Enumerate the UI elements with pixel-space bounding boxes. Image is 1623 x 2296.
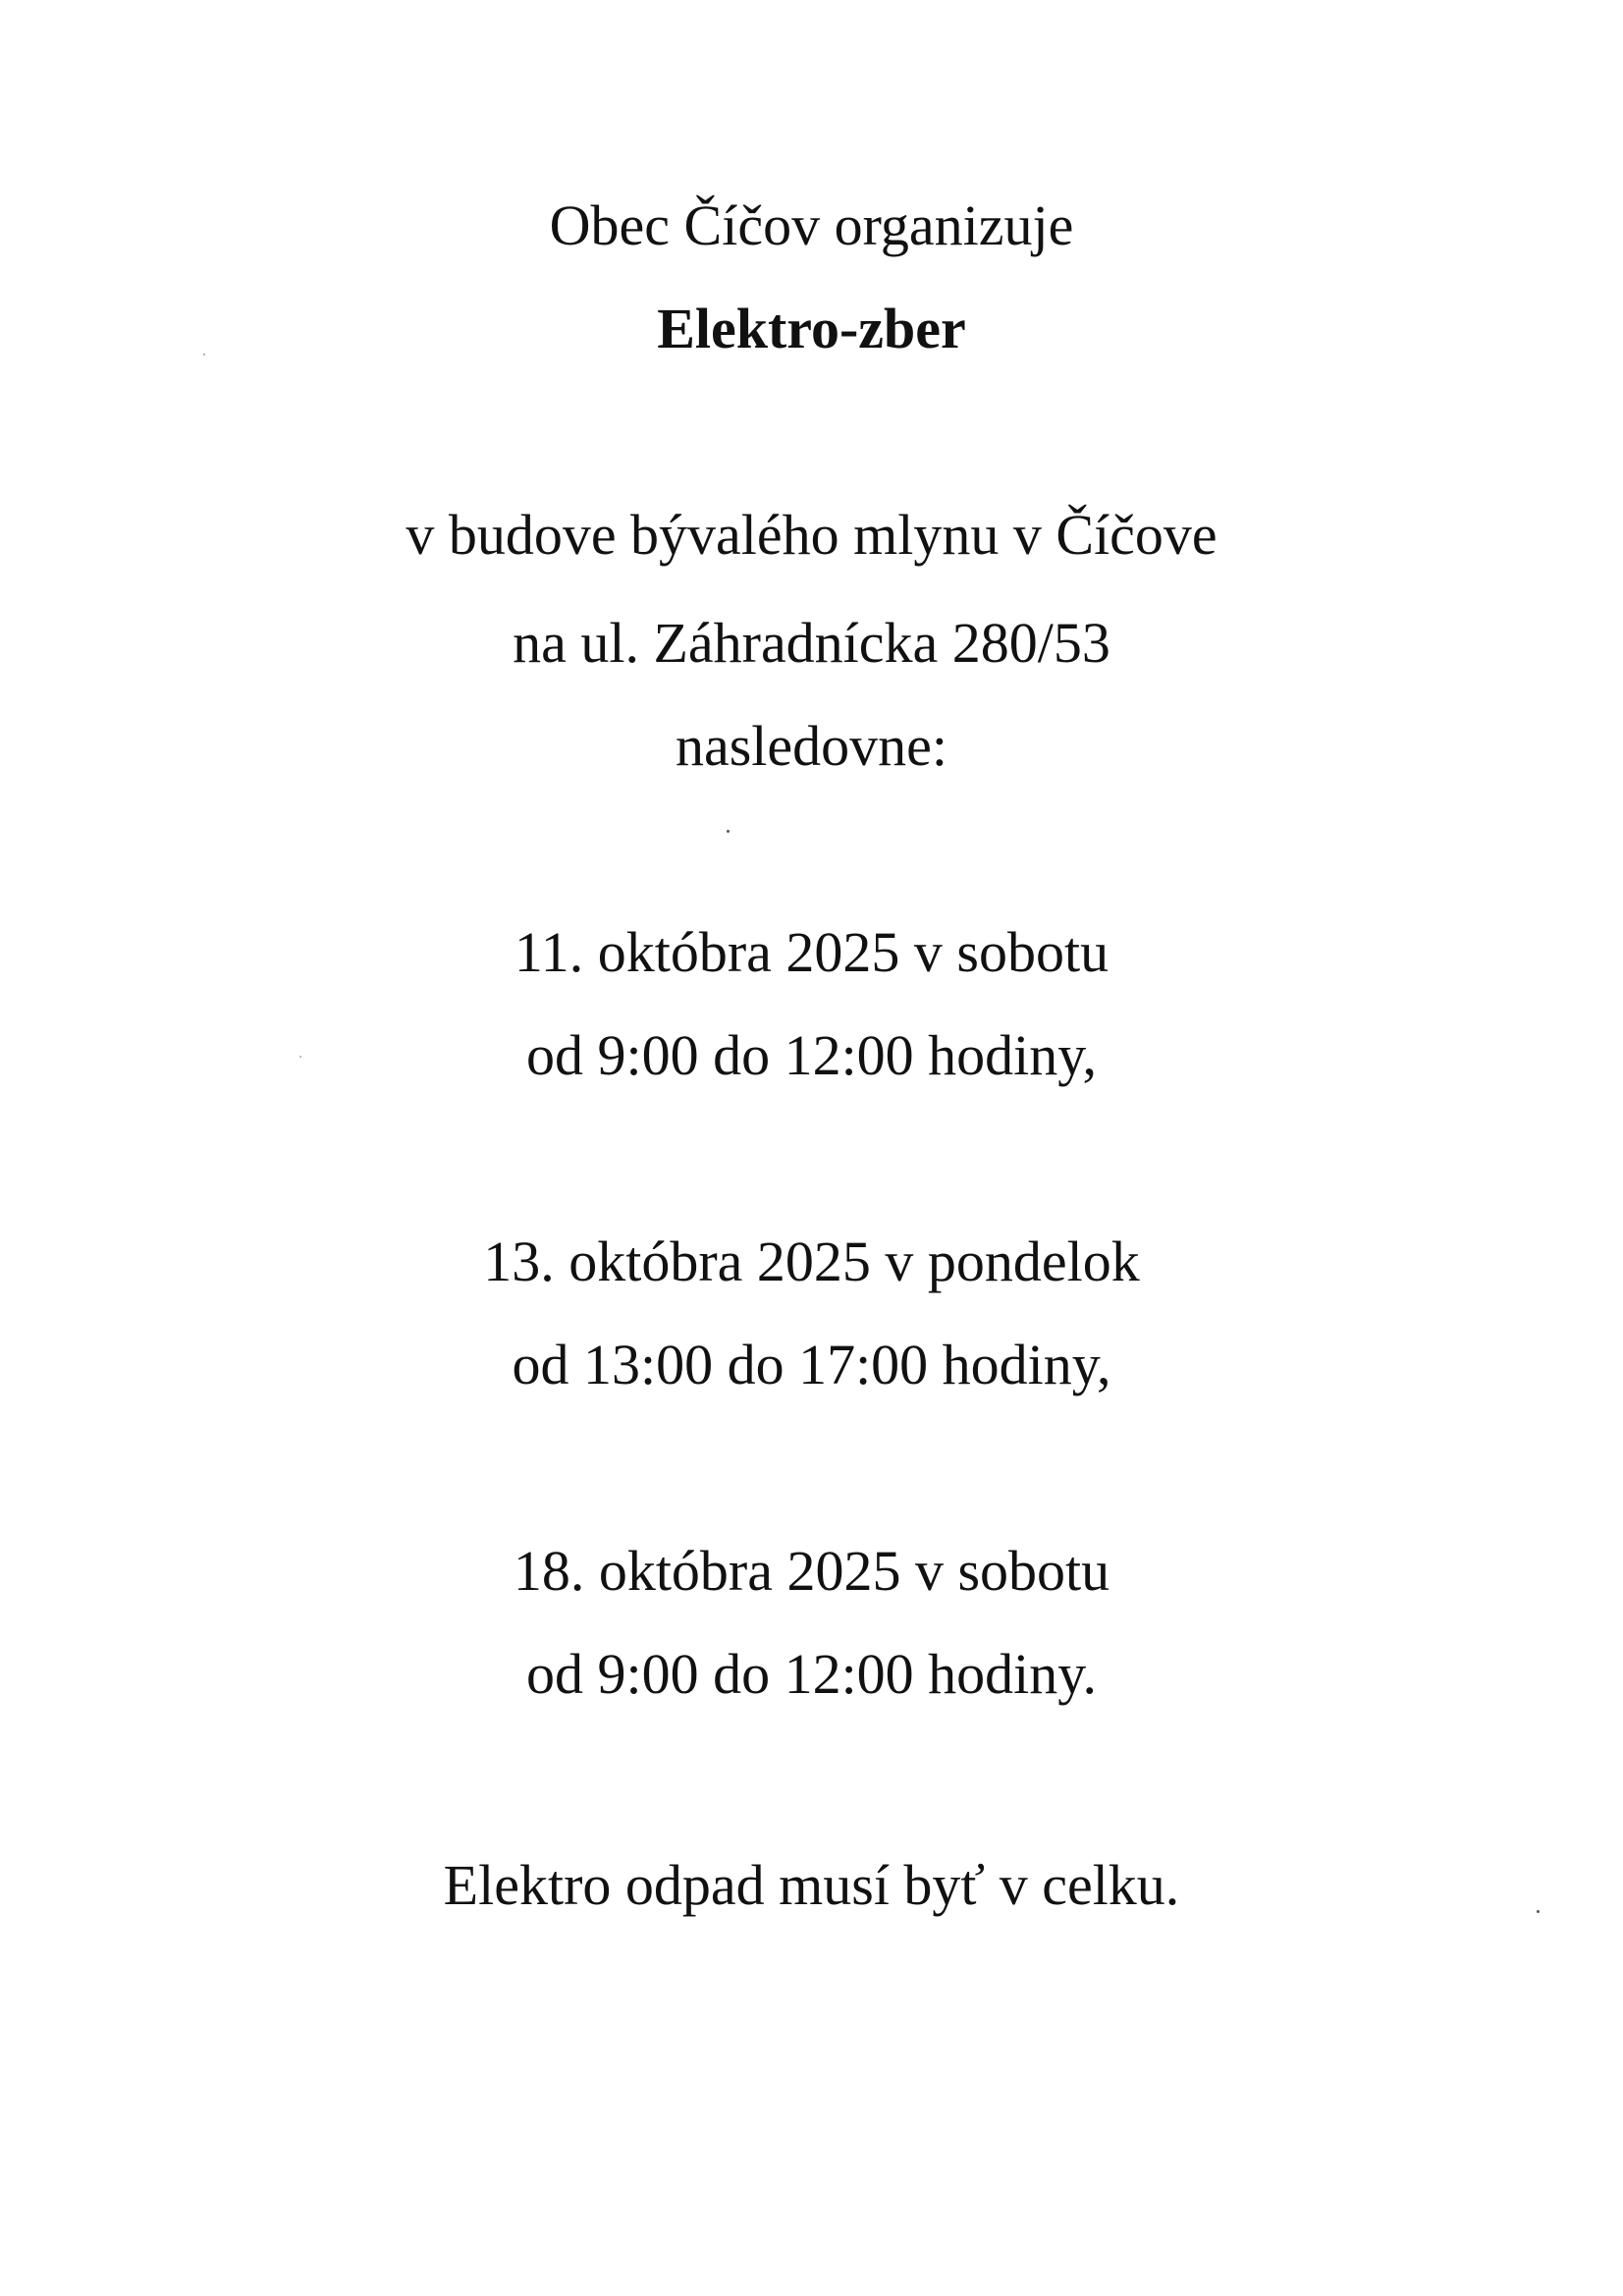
scan-speck [727,830,730,833]
location-line-1: v budove bývalého mlynu v Číčove [406,503,1217,567]
scan-speck [1537,1910,1540,1913]
footer-note: Elektro odpad musí byť v celku. [443,1853,1180,1917]
location-line-3: nasledovne: [675,714,948,778]
date-2-day: 13. októbra 2025 v pondelok [483,1230,1140,1293]
date-3-day: 18. októbra 2025 v sobotu [513,1539,1110,1603]
intro-text: Obec Číčov organizuje [549,193,1074,257]
scan-speck [299,1056,301,1058]
scan-speck [203,354,205,355]
date-2-time: od 13:00 do 17:00 hodiny, [512,1333,1111,1396]
date-1-time: od 9:00 do 12:00 hodiny, [525,1023,1098,1087]
location-line-2: na ul. Záhradnícka 280/53 [513,611,1110,675]
notice-title: Elektro-zber [657,297,966,360]
date-3-time: od 9:00 do 12:00 hodiny. [525,1642,1098,1706]
date-1-day: 11. októbra 2025 v sobotu [514,920,1109,984]
